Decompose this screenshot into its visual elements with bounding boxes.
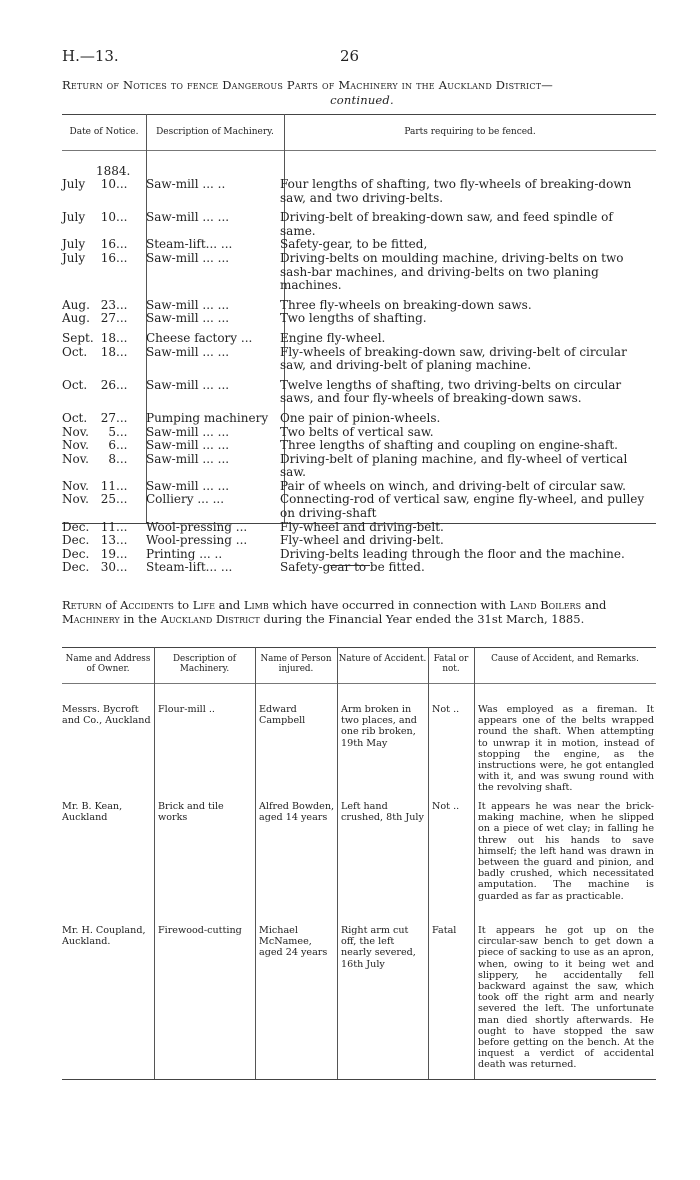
accidents-header-person: Name of Person injured.: [260, 654, 332, 674]
accident-2-person: Alfred Bowden, aged 14 years: [259, 801, 335, 824]
accident-3-machinery: Firewood-cutting: [158, 925, 242, 936]
notice-day: 16: [100, 250, 116, 265]
notice-day: 5: [108, 424, 116, 439]
notice-machinery: Saw-mill ... ...: [146, 344, 230, 359]
accidents-title-part: and: [581, 598, 607, 612]
notice-parts: Driving-belt of breaking-down saw, and feed spindle of same.: [280, 210, 613, 238]
notice-day: 8: [108, 451, 116, 466]
notice-parts: Driving-belts on moulding machine, driving-belts on two sash-bar machines, and driving-belts on two planing machines.: [280, 250, 624, 293]
notices-title-text: Return of Notices to fence Dangerous Parts of Machinery in the Auckland District—: [62, 78, 553, 92]
notice-dots: ...: [116, 410, 128, 425]
notice-dots: ...: [116, 344, 128, 359]
notice-machinery: Cheese factory ...: [146, 330, 253, 345]
accidents-title-part: in the: [119, 612, 161, 626]
notice-day: 6: [108, 438, 116, 453]
notice-machinery: Colliery ... ...: [146, 492, 225, 507]
accidents-header-cause: Cause of Accident, and Remarks.: [491, 654, 639, 664]
notice-machinery: Wool-pressing ...: [146, 519, 248, 534]
notice-day: 10: [100, 210, 116, 225]
accident-1-person: Edward Campbell: [259, 704, 306, 727]
accident-2-machinery: Brick and tile works: [158, 801, 224, 824]
page-number: 26: [340, 47, 360, 65]
accident-3-nature: Right arm cut off, the left nearly severed, 16th July: [341, 925, 416, 970]
notices-title: [62, 78, 662, 108]
notice-parts: Four lengths of shafting, two fly-wheels of breaking-down saw, and two driving-belts.: [280, 177, 632, 205]
notice-row: [62, 205, 646, 238]
accidents-title: [62, 598, 656, 626]
notice-row: [62, 534, 646, 548]
notice-parts: Three fly-wheels on breaking-down saws.: [280, 297, 532, 312]
notice-dots: ...: [116, 533, 128, 548]
notice-row: [62, 293, 646, 313]
notice-month: Nov.: [62, 492, 89, 507]
notice-month: July: [62, 177, 86, 191]
section-separator: [330, 565, 370, 566]
accident-1-owner: Messrs. Bycroft and Co., Auckland: [62, 704, 151, 727]
accident-2-owner: Mr. B. Kean, Auckland: [62, 801, 123, 824]
accident-3-person: Michael McNamee, aged 24 years: [259, 925, 328, 959]
notice-row: [62, 480, 646, 494]
accidents-header-fatal: Fatal or not.: [433, 654, 469, 674]
notice-machinery: Steam-lift... ...: [146, 560, 233, 575]
accident-2-fatal: Not ..: [432, 801, 460, 812]
notice-month: Nov.: [62, 451, 89, 466]
accident-1-nature: Arm broken in two places, and one rib broken, 19th May: [341, 704, 417, 749]
page-reference: H.—13.: [62, 47, 119, 65]
notice-dots: ...: [116, 519, 128, 534]
notice-parts: Driving-belts leading through the floor and the machine.: [280, 546, 625, 561]
notice-month: July: [62, 250, 86, 265]
accident-1-machinery: Flour-mill ..: [158, 704, 215, 715]
notice-machinery: Saw-mill ... ...: [146, 451, 230, 466]
notice-dots: ...: [116, 492, 128, 507]
notice-row: [62, 178, 646, 205]
notices-table-body: [62, 178, 646, 575]
accident-1-cause: Was employed as a fireman. It appears one of the belts wrapped round the shaft. When attempting to unwrap it in motion, instead of stopping the engine, as the instructions were, he got entangled with it, and was swung round with the revolving shaft.: [478, 704, 654, 794]
notice-row: [62, 406, 646, 426]
notices-table: [62, 178, 646, 575]
notice-dots: ...: [116, 560, 128, 575]
notice-day: 30: [100, 560, 116, 575]
notice-row: [62, 238, 646, 252]
notice-parts: Driving-belt of planing machine, and fly-wheel of vertical saw.: [280, 451, 628, 480]
notice-dots: ...: [116, 451, 128, 466]
notice-dots: ...: [116, 237, 128, 252]
notice-day: 18: [100, 344, 116, 359]
accidents-title-part: to: [173, 598, 193, 612]
notice-month: Sept.: [62, 330, 94, 345]
accident-3-cause: It appears he got up on the circular-saw bench to get down a piece of sacking to use as an apron, when, owing to it being wet and slippery, he accidentally fell backward against the saw, which took off the right arm and nearly severed the left. The unfortunate man died shortly afterwards. He ought to have stopped the saw before getting on the bench. At the inquest a verdict of accidental death was returned.: [478, 925, 654, 1071]
notice-dots: ...: [116, 250, 128, 265]
notice-machinery: Saw-mill ... ...: [146, 297, 230, 312]
notice-row: [62, 326, 646, 346]
notice-row: [62, 561, 646, 575]
notice-day: 27: [100, 410, 116, 425]
notice-day: 25: [100, 492, 116, 507]
notice-day: 19: [100, 546, 116, 561]
notice-dots: ...: [116, 546, 128, 561]
notice-month: Dec.: [62, 519, 90, 534]
notice-day: 11: [100, 519, 116, 534]
notice-row: [62, 493, 646, 520]
notice-parts: Two belts of vertical saw.: [280, 424, 434, 439]
accidents-col-divider-5: [474, 647, 475, 1079]
notice-parts: Fly-wheels of breaking-down saw, driving-belt of circular saw, and driving-belt of planing machine.: [280, 344, 627, 373]
notice-dots: ...: [116, 330, 128, 345]
notice-dots: ...: [116, 438, 128, 453]
notice-row: [62, 312, 646, 326]
notice-day: 10: [100, 177, 116, 191]
accident-3-owner: Mr. H. Coupland, Auckland.: [62, 925, 146, 948]
notice-day: 18: [100, 330, 116, 345]
accidents-top-rule: [62, 647, 656, 648]
notice-parts: Three lengths of shafting and coupling on engine-shaft.: [280, 438, 618, 453]
accidents-title-part: Auckland District: [160, 612, 260, 626]
notices-header-date: Date of Notice.: [69, 127, 139, 137]
notice-dots: ...: [116, 311, 128, 326]
notice-machinery: Saw-mill ... ...: [146, 250, 230, 265]
notice-machinery: Saw-mill ... ...: [146, 311, 230, 326]
notice-machinery: Pumping machinery: [146, 410, 269, 425]
notice-machinery: Saw-mill ... ...: [146, 478, 230, 493]
accidents-col-divider-4: [428, 647, 429, 1079]
notice-parts: Pair of wheels on winch, and driving-belt of circular saw.: [280, 478, 626, 493]
notice-month: Dec.: [62, 546, 90, 561]
notice-dots: ...: [116, 210, 128, 225]
notice-day: 26: [100, 377, 116, 392]
accidents-title-part: Return: [62, 598, 102, 612]
notice-machinery: Saw-mill ... ...: [146, 438, 230, 453]
notice-month: July: [62, 237, 86, 252]
accidents-header-machinery: Description of Machinery.: [172, 654, 236, 674]
accident-2-cause: It appears he was near the brick-making machine, when he slipped on a piece of wet clay; in falling he threw out his hands to save himself; the left hand was drawn in between the guard and pinion, and badly crushed, which necessitated amputation. The machine is guarded as far as practicable.: [478, 801, 654, 902]
notice-machinery: Saw-mill ... ...: [146, 377, 230, 392]
notice-month: Dec.: [62, 560, 90, 575]
accidents-col-divider-2: [255, 647, 256, 1079]
notice-row: [62, 453, 646, 480]
notice-row: [62, 426, 646, 440]
accidents-title-part: Accidents: [120, 598, 174, 612]
notice-day: 11: [100, 478, 116, 493]
accidents-header-nature: Nature of Accident.: [338, 654, 427, 664]
accident-3-fatal: Fatal: [432, 925, 457, 936]
notice-month: Oct.: [62, 344, 88, 359]
notice-month: Dec.: [62, 533, 90, 548]
notice-parts: Connecting-rod of vertical saw, engine fly-wheel, and pulley on driving-shaft: [280, 492, 645, 521]
accidents-title-part: of: [101, 598, 121, 612]
accidents-title-part: during the Financial Year ended the 31st March, 1885.: [259, 612, 585, 626]
notice-month: July: [62, 210, 86, 225]
notice-day: 16: [100, 237, 116, 252]
accident-2-nature: Left hand crushed, 8th July: [341, 801, 424, 824]
notice-month: Nov.: [62, 424, 89, 439]
notice-month: Nov.: [62, 438, 89, 453]
notice-machinery: Printing ... ..: [146, 546, 223, 561]
notices-header-rule: [62, 150, 656, 151]
notice-day: 23: [100, 297, 116, 312]
notice-parts: One pair of pinion-wheels.: [280, 410, 441, 425]
accidents-col-divider-1: [154, 647, 155, 1079]
notice-machinery: Wool-pressing ...: [146, 533, 248, 548]
notice-month: Nov.: [62, 478, 89, 493]
accidents-col-divider-3: [337, 647, 338, 1079]
notice-dots: ...: [116, 424, 128, 439]
notice-parts: Safety-gear to be fitted.: [280, 560, 425, 575]
notice-row: [62, 521, 646, 535]
notices-header-machinery: Description of Machinery.: [156, 127, 274, 137]
notice-machinery: Steam-lift... ...: [146, 237, 233, 252]
notices-year: 1884.: [96, 164, 131, 178]
accidents-bottom-rule: [62, 1079, 656, 1080]
notices-title-continued: continued.: [330, 93, 394, 107]
accidents-title-part: Machinery: [62, 612, 120, 626]
accidents-header-owner: Name and Address of Owner.: [65, 654, 151, 674]
accidents-header-rule: [62, 683, 656, 684]
notice-row: [62, 548, 646, 562]
accidents-title-part: and: [214, 598, 244, 612]
notices-top-rule: [62, 114, 656, 115]
notice-parts: Two lengths of shafting.: [280, 311, 427, 326]
notice-parts: Engine fly-wheel.: [280, 330, 386, 345]
notice-dots: ...: [116, 297, 128, 312]
notice-day: 13: [100, 533, 116, 548]
notices-header-parts: Parts requiring to be fenced.: [404, 127, 536, 137]
notice-month: Aug.: [62, 311, 90, 326]
notice-parts: Safety-gear, to be fitted,: [280, 237, 428, 252]
notice-dots: ...: [116, 478, 128, 493]
notice-machinery: Saw-mill ... ...: [146, 210, 230, 225]
notice-month: Oct.: [62, 377, 88, 392]
notice-parts: Twelve lengths of shafting, two driving-belts on circular saws, and four fly-wheels of breaking-down saws.: [280, 377, 622, 406]
notice-dots: ...: [116, 377, 128, 392]
notice-parts: Fly-wheel and driving-belt.: [280, 533, 444, 548]
notice-row: [62, 252, 646, 293]
notice-row: [62, 439, 646, 453]
accidents-title-part: Limb: [243, 598, 269, 612]
notice-month: Oct.: [62, 410, 88, 425]
notice-parts: Fly-wheel and driving-belt.: [280, 519, 444, 534]
notice-row: [62, 373, 646, 406]
notice-row: [62, 346, 646, 373]
notice-dots: ...: [116, 177, 128, 191]
accidents-title-part: Life: [192, 598, 215, 612]
accidents-title-part: Land Boilers: [509, 598, 582, 612]
notice-month: Aug.: [62, 297, 90, 312]
notice-machinery: Saw-mill ... ...: [146, 424, 230, 439]
accidents-title-part: which have occurred in connection with: [268, 598, 510, 612]
notice-day: 27: [100, 311, 116, 326]
notice-machinery: Saw-mill ... ..: [146, 177, 226, 191]
accident-1-fatal: Not ..: [432, 704, 460, 715]
